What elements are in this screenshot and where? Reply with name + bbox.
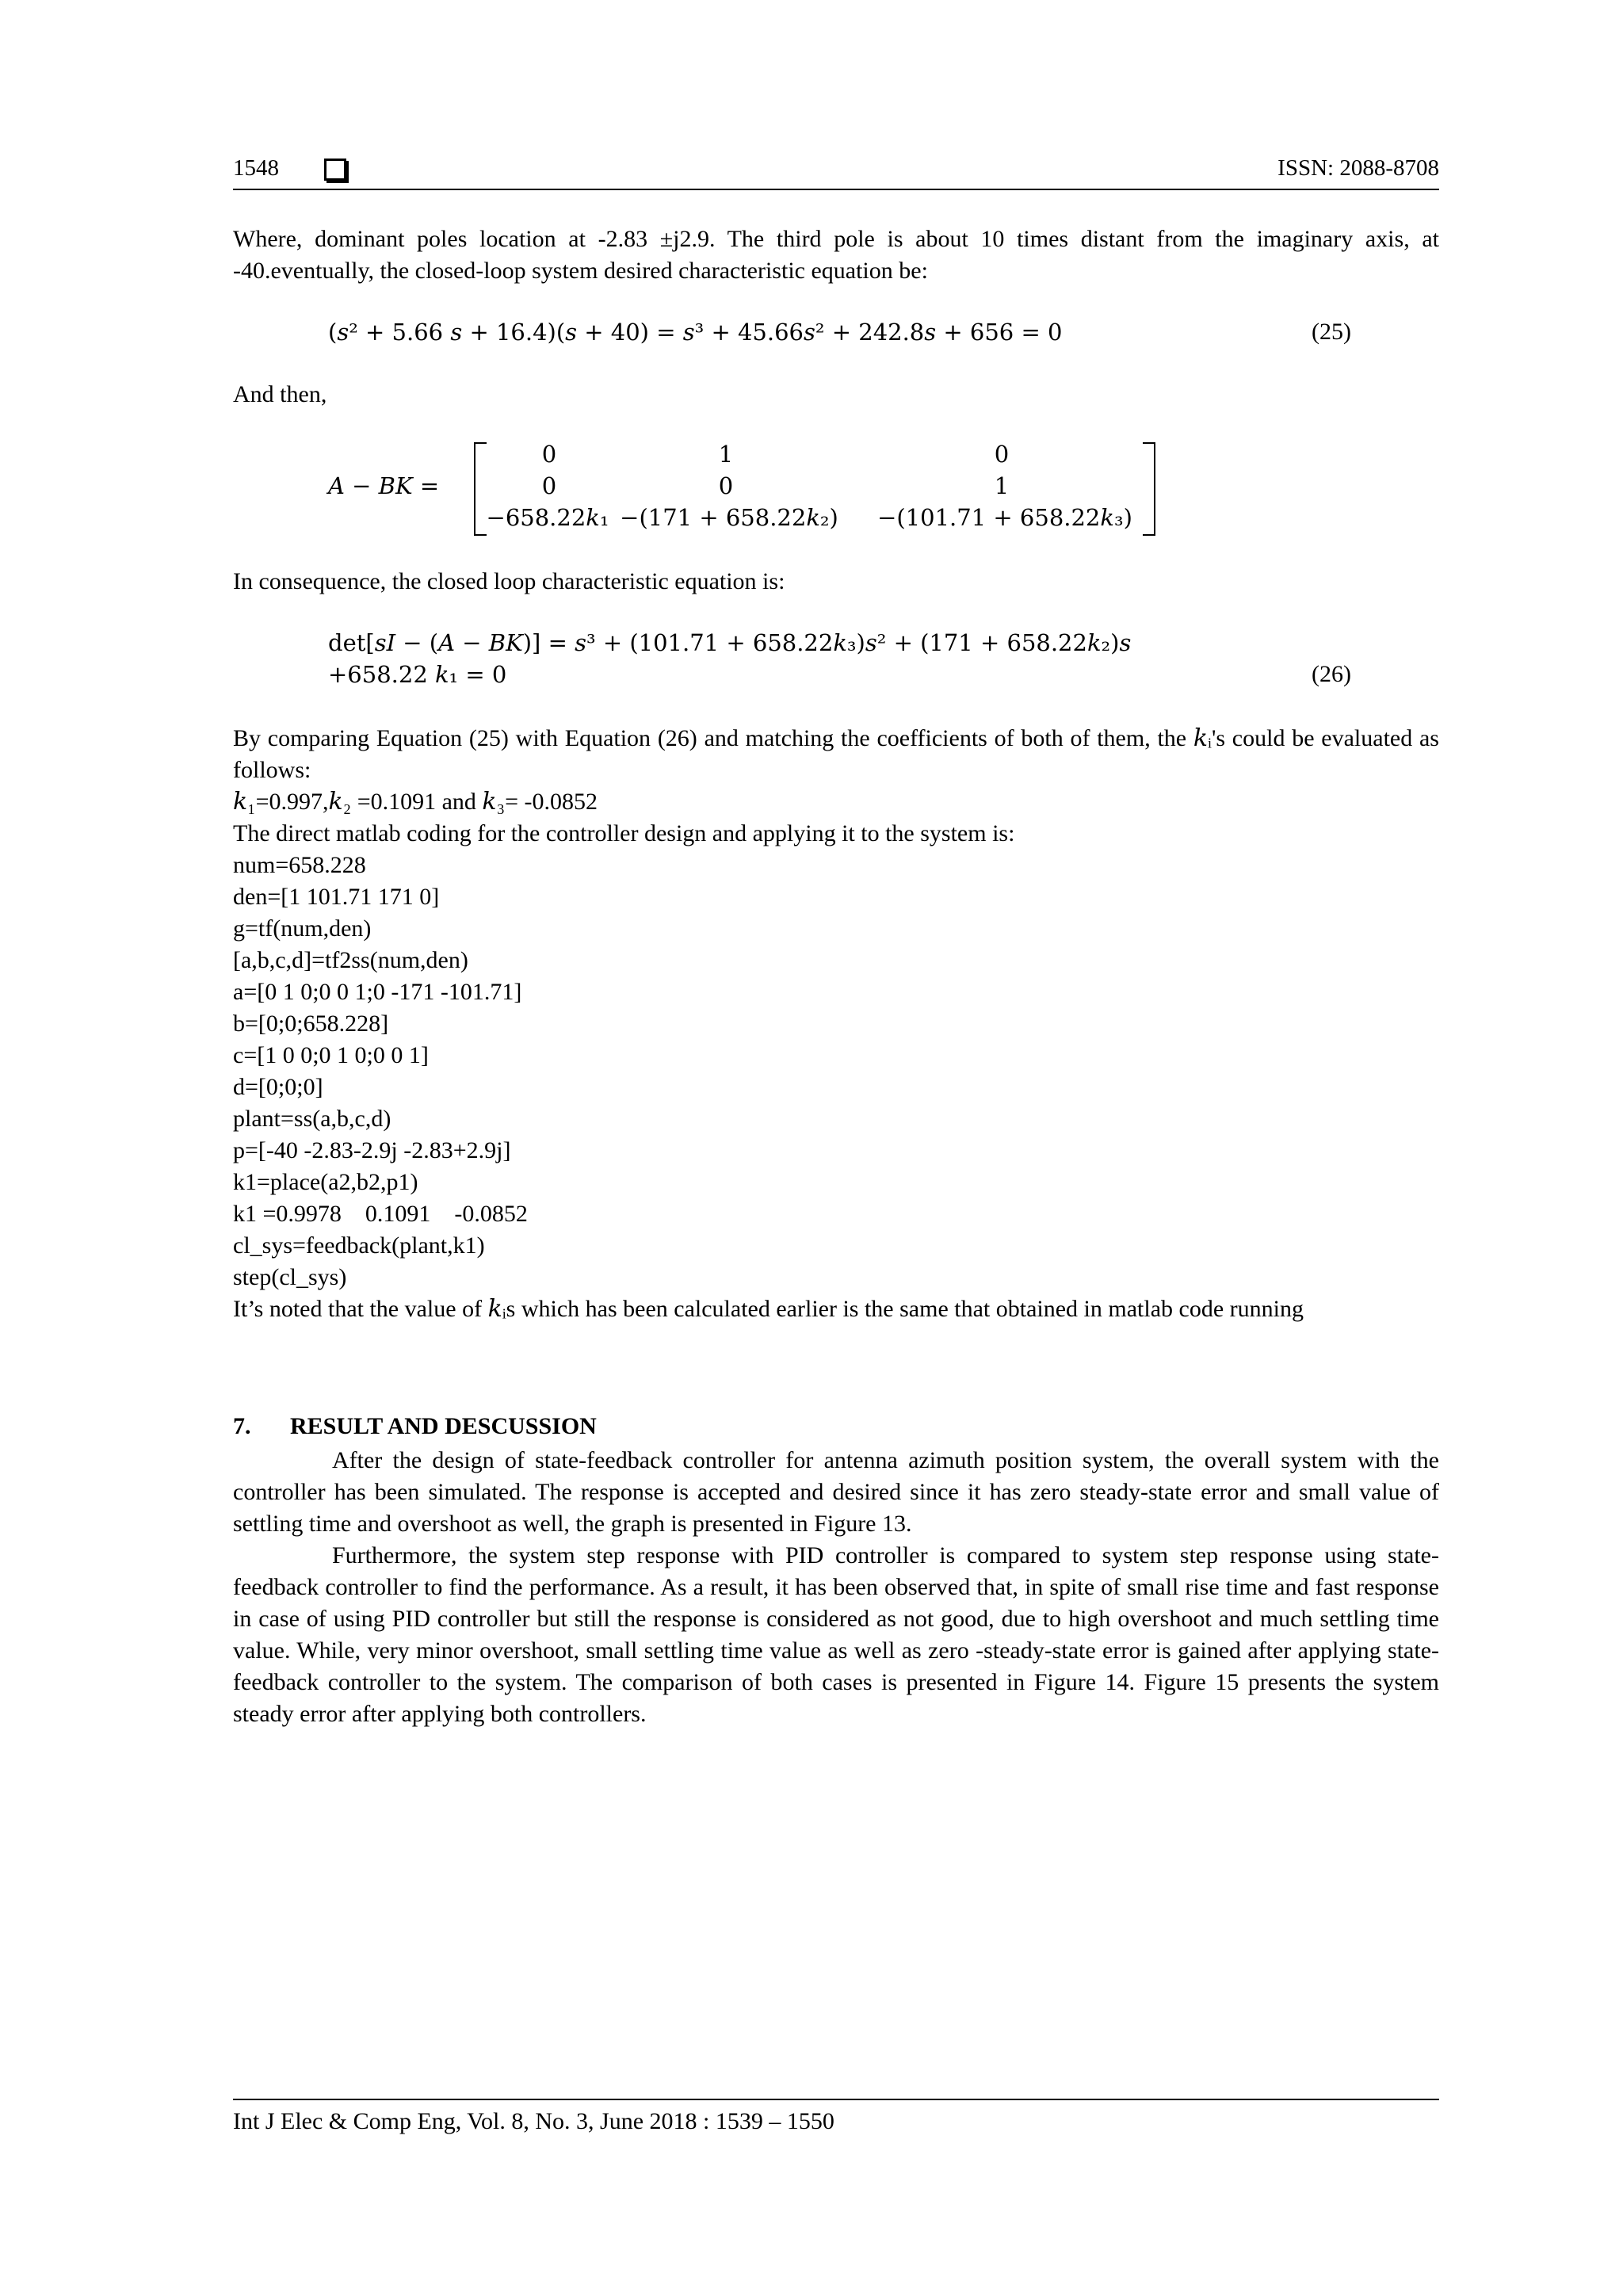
matrix-lhs: 𝐴 − 𝐵𝐾 = <box>328 472 440 499</box>
matrix-cell: −(101.71 + 658.22𝑘₃) <box>877 504 1132 531</box>
matrix-cell: 0 <box>718 472 734 499</box>
result-paragraph-1: After the design of state-feedback controller for antenna azimuth position system, the overall system with the controller has been simulated. The response is accepted and desired since it has zero steady-state error and small value of settling time and overshoot as well, the graph is presented in Figure 13. <box>233 1447 1439 1537</box>
page-header <box>233 155 1439 190</box>
section-title: RESULT AND DESCUSSION <box>290 1413 597 1439</box>
compare-paragraph: By comparing Equation (25) with Equation (26) and matching the coefficients of both of them, the 𝑘ᵢ's could be evaluated as follows: <box>233 725 1439 783</box>
square-bullet-icon <box>324 159 346 181</box>
matrix-cell: 0 <box>994 441 1010 468</box>
equation-25: (𝑠² + 5.66 𝑠 + 16.4)(𝑠 + 40) = 𝑠³ + 45.66𝑠² + 242.8𝑠 + 656 = 0 <box>328 319 1063 346</box>
matrix-cell: 1 <box>718 441 734 468</box>
equation-26-number: (26) <box>1312 661 1351 687</box>
matrix-cell: −658.22𝑘₁ <box>486 504 609 531</box>
code-line: d=[0;0;0] <box>233 1074 323 1100</box>
page-footer: Int J Elec & Comp Eng, Vol. 8, No. 3, June 2018 : 1539 – 1550 <box>233 2108 834 2134</box>
code-line: num=658.228 <box>233 852 366 878</box>
consequence-text: In consequence, the closed loop characteristic equation is: <box>233 568 785 594</box>
header-rule <box>233 189 1439 190</box>
result-paragraph-2: Furthermore, the system step response with PID controller is compared to system step response using state-feedback controller to find the performance. As a result, it has been observed that, in spite of small rise time and fast response in case of using PID controller but still the response is considered as not good, due to high overshoot and much settling time value. While, very minor overshoot, small settling time value as well as zero -steady-state error is gained after applying state-feedback controller to the system. The comparison of both cases is presented in Figure 14. Figure 15 presents the system steady error after applying both controllers. <box>233 1542 1439 1727</box>
code-line: k1 =0.9978 0.1091 -0.0852 <box>233 1201 528 1227</box>
equation-25-number: (25) <box>1312 319 1351 345</box>
matrix <box>474 441 1155 534</box>
code-line: den=[1 101.71 171 0] <box>233 884 440 910</box>
code-line: p=[-40 -2.83-2.9j -2.83+2.9j] <box>233 1137 511 1163</box>
matlab-intro: The direct matlab coding for the controller design and applying it to the system is: <box>233 820 1015 846</box>
matrix-cell: 1 <box>994 472 1010 499</box>
code-line: [a,b,c,d]=tf2ss(num,den) <box>233 947 468 973</box>
matrix-cell: −(171 + 658.22𝑘₂) <box>620 504 838 531</box>
equation-26-line1: det[𝑠𝐼 − (𝐴 − 𝐵𝐾)] = 𝑠³ + (101.71 + 658.22𝑘₃)𝑠² + (171 + 658.22𝑘₂)𝑠 <box>328 629 1132 656</box>
code-line: b=[0;0;658.228] <box>233 1010 389 1037</box>
equation-26-line2: +658.22 𝑘₁ = 0 <box>328 661 507 688</box>
intro-paragraph: Where, dominant poles location at -2.83 ±j2.9. The third pole is about 10 times distant from the imaginary axis, at -40.eventually, the closed-loop system desired characteristic equation be: <box>233 226 1439 284</box>
section-number: 7. <box>233 1413 251 1439</box>
footer-rule <box>233 2099 1439 2100</box>
code-line: k1=place(a2,b2,p1) <box>233 1169 418 1195</box>
code-line: step(cl_sys) <box>233 1264 347 1290</box>
code-line: c=[1 0 0;0 1 0;0 0 1] <box>233 1042 429 1068</box>
code-line: a=[0 1 0;0 0 1;0 -171 -101.71] <box>233 979 522 1005</box>
noted-paragraph: It’s noted that the value of 𝑘ᵢs which has been calculated earlier is the same that obtained in matlab code running <box>233 1296 1304 1322</box>
page-number: 1548 <box>233 155 279 181</box>
and-then-text: And then, <box>233 381 327 407</box>
k-values: 𝑘₁=0.997,𝑘₂ =0.1091 and 𝑘₃= -0.0852 <box>233 789 598 815</box>
code-line: plant=ss(a,b,c,d) <box>233 1106 391 1132</box>
matrix-cell: 0 <box>541 441 557 468</box>
issn-label: ISSN: 2088-8708 <box>1277 155 1439 181</box>
code-line: g=tf(num,den) <box>233 915 372 942</box>
code-line: cl_sys=feedback(plant,k1) <box>233 1232 485 1259</box>
matrix-cell: 0 <box>541 472 557 499</box>
